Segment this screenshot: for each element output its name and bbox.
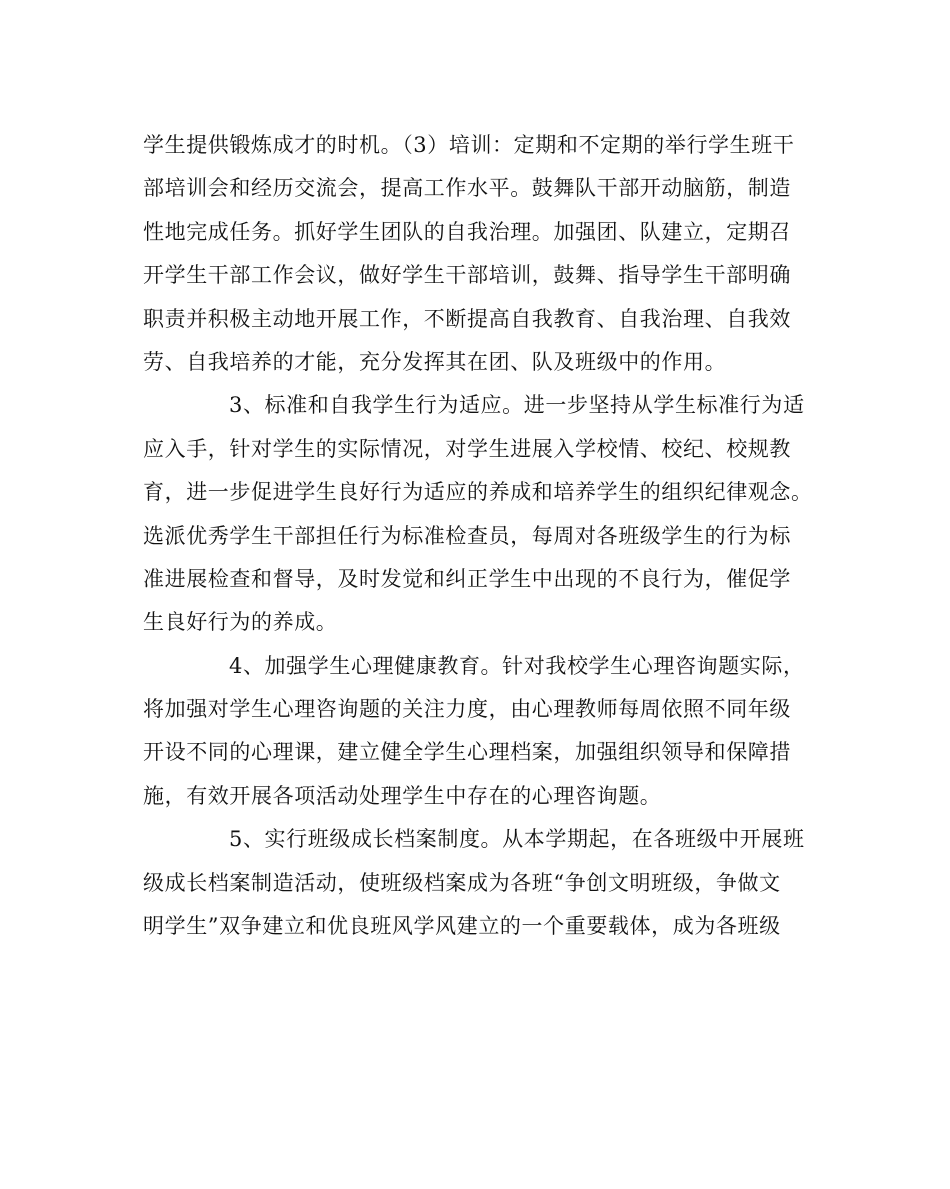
- text-line: 学生提供锻炼成才的时机。（3）培训：定期和不定期的举行学生班干: [143, 133, 795, 157]
- text-line: 选派优秀学生干部担任行为标准检查员，每周对各班级学生的行为标: [143, 523, 791, 548]
- text-line: 育，进一步促进学生良好行为适应的养成和培养学生的组织纪律观念。: [143, 480, 813, 505]
- text-line: 明学生”双争建立和优良班风学风建立的一个重要载体，成为各班级: [143, 914, 781, 939]
- text-line: 部培训会和经历交流会，提高工作水平。鼓舞队干部开动脑筋，制造: [143, 176, 791, 201]
- text-line: 劳、自我培养的才能，充分发挥其在团、队及班级中的作用。: [143, 349, 727, 374]
- document-body: [143, 124, 813, 948]
- paragraph-start-line: 4、加强学生心理健康教育。针对我校学生心理咨询题实际，: [229, 653, 805, 678]
- paragraph-start-line: 3、标准和自我学生行为适应。进一步坚持从学生标准行为适: [229, 393, 805, 418]
- text-line: 开学生干部工作会议，做好学生干部培训，鼓舞、指导学生干部明确: [143, 263, 791, 288]
- text-line: 性地完成任务。抓好学生团队的自我治理。加强团、队建立，定期召: [143, 219, 791, 244]
- text-line: 准进展检查和督导，及时发觉和纠正学生中出现的不良行为，催促学: [143, 566, 791, 591]
- text-line: 应入手，针对学生的实际情况，对学生进展入学校情、校纪、校规教: [143, 436, 791, 461]
- paragraph-start-line: 5、实行班级成长档案制度。从本学期起，在各班级中开展班: [229, 827, 805, 852]
- text-line: 职责并积极主动地开展工作，不断提高自我教育、自我治理、自我效: [143, 306, 791, 331]
- text-line: 施，有效开展各项活动处理学生中存在的心理咨询题。: [143, 783, 662, 808]
- text-line: 生良好行为的养成。: [143, 610, 338, 635]
- text-line: 级成长档案制造活动，使班级档案成为各班“争创文明班级，争做文: [143, 870, 781, 895]
- text-line: 将加强对学生心理咨询题的关注力度，由心理教师每周依照不同年级: [143, 697, 791, 722]
- text-line: 开设不同的心理课，建立健全学生心理档案，加强组织领导和保障措: [143, 740, 791, 765]
